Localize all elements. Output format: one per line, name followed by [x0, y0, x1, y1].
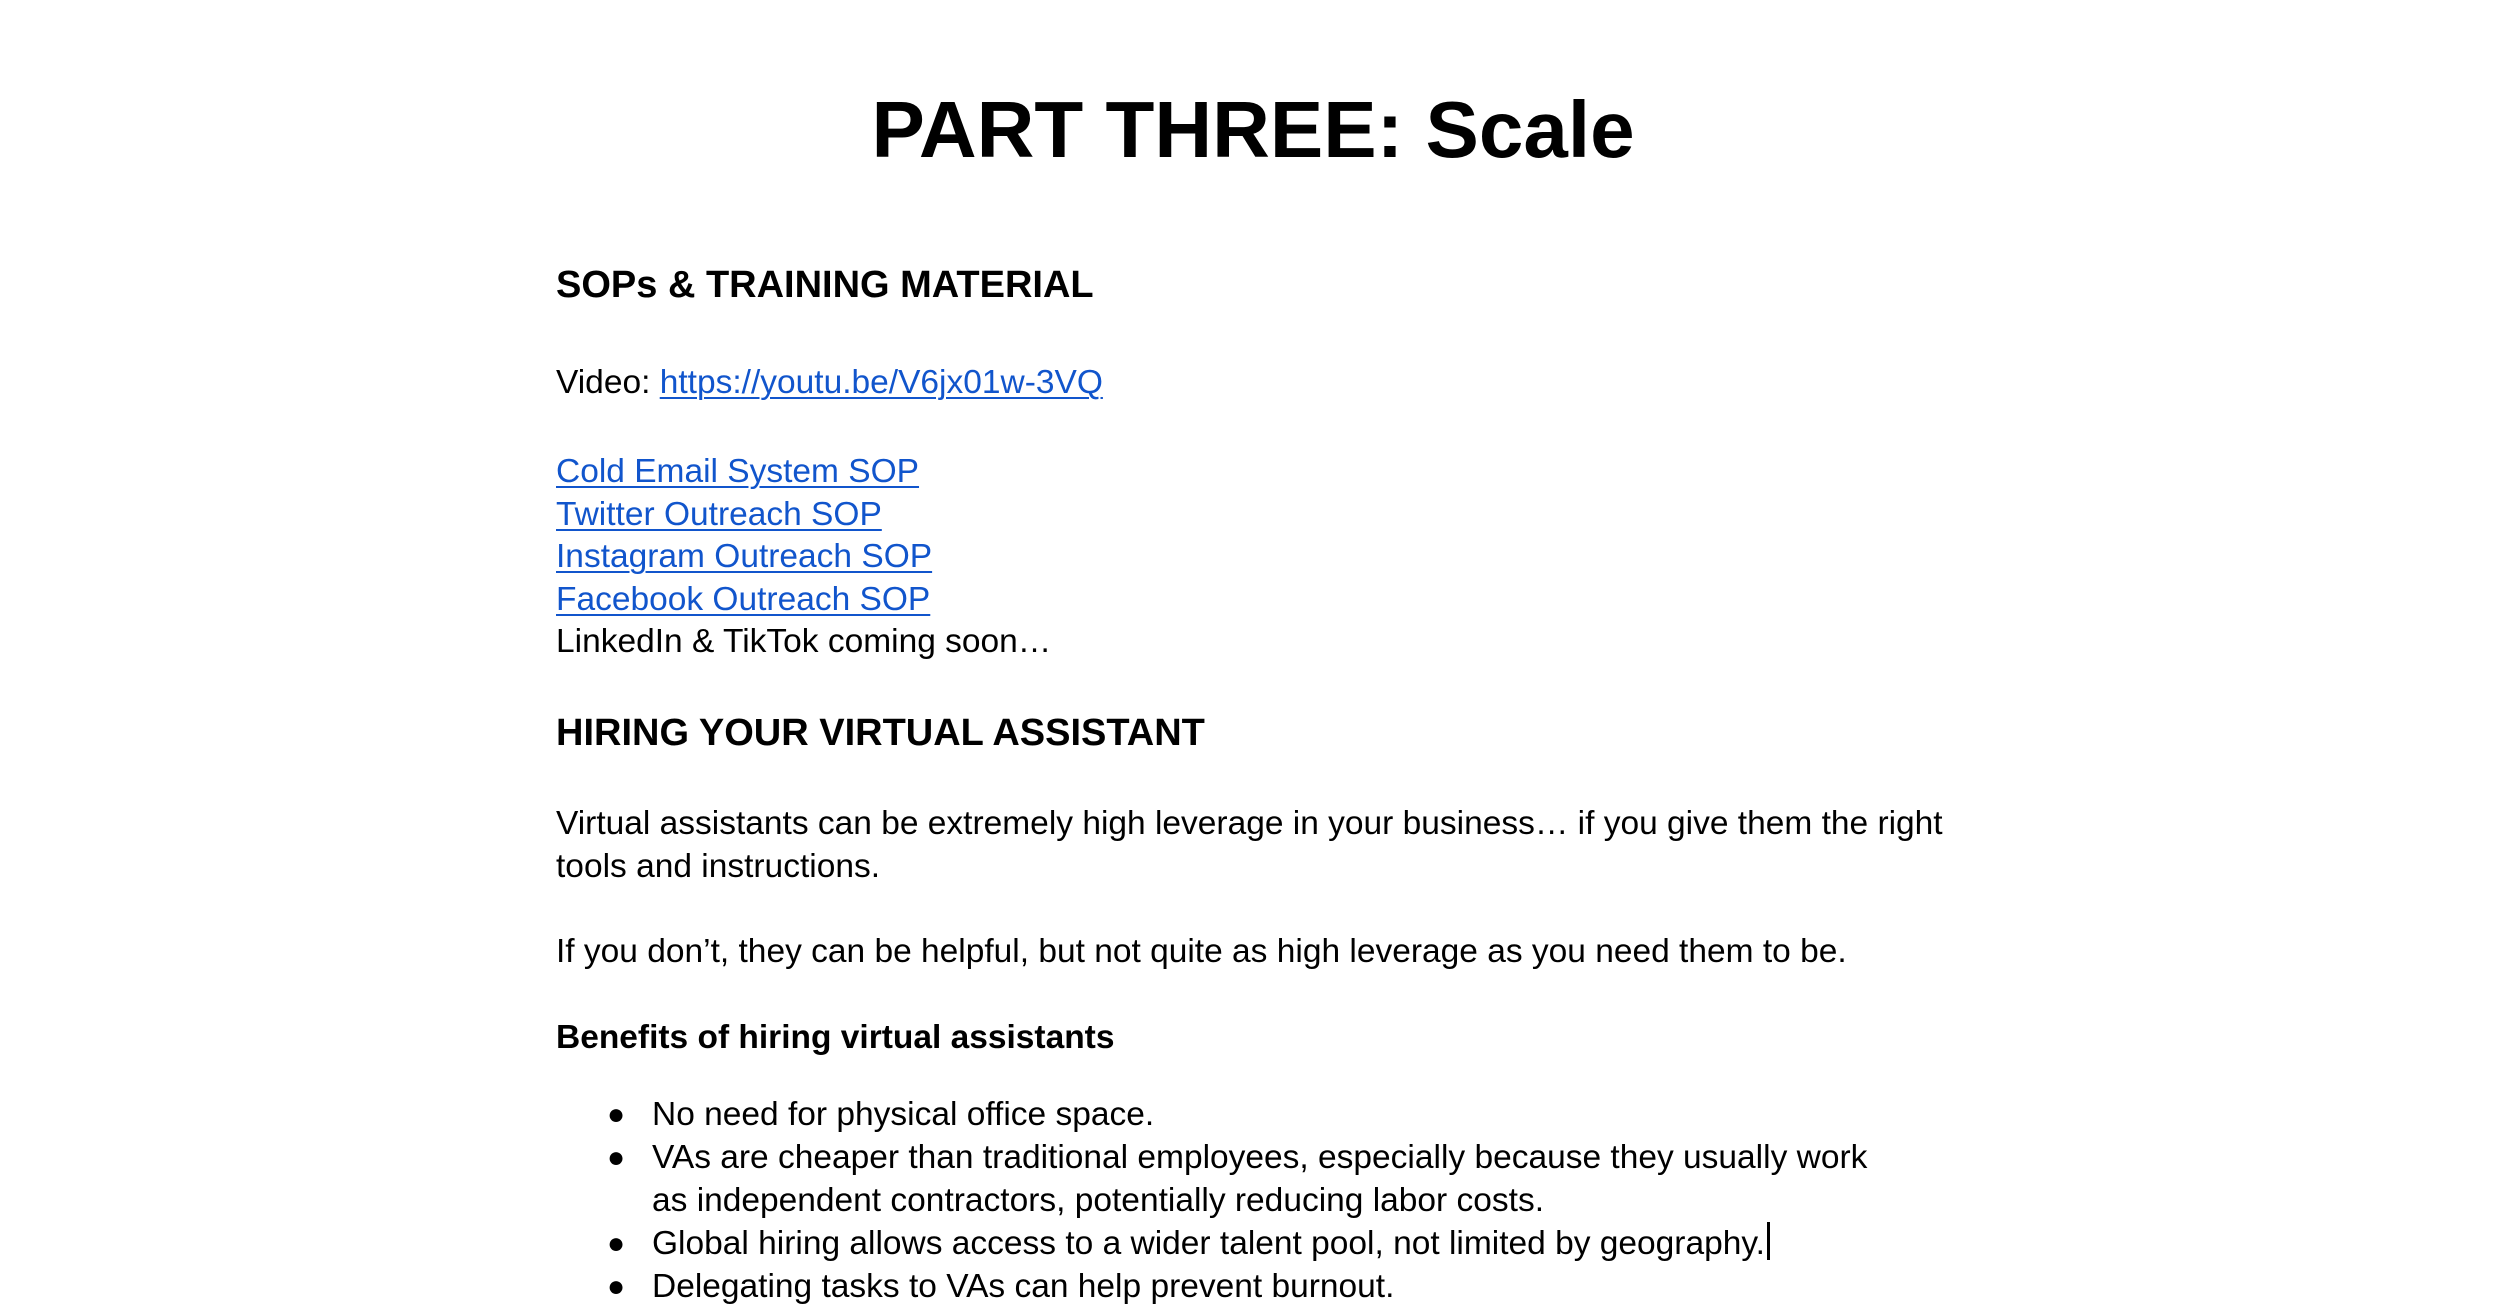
hiring-paragraph-2: If you don’t, they can be helpful, but not quite as high leverage as you need them to be.	[556, 933, 1847, 970]
bullet-icon: ●	[607, 1141, 626, 1174]
benefit-text: Global hiring allows access to a wider talent pool, not limited by geography.	[652, 1225, 1765, 1262]
video-line	[556, 361, 1956, 404]
list-item	[556, 1265, 1902, 1308]
cold-email-sop-link[interactable]: Cold Email System SOP	[556, 453, 920, 490]
coming-soon-text: LinkedIn & TikTok coming soon…	[556, 623, 1052, 660]
benefit-text: Delegating tasks to VAs can help prevent burnout.	[652, 1268, 1395, 1305]
benefits-heading: Benefits of hiring virtual assistants	[556, 1019, 1115, 1056]
list-item	[556, 1136, 1902, 1222]
text-cursor	[1767, 1222, 1770, 1260]
benefit-text: VAs are cheaper than traditional employees, especially because they usually work as independent contractors, potentially reducing labor costs.	[652, 1139, 1868, 1219]
benefit-text: No need for physical office space.	[652, 1096, 1155, 1133]
bullet-icon: ●	[607, 1270, 626, 1303]
sop-links-list	[556, 451, 1051, 664]
twitter-outreach-sop-link[interactable]: Twitter Outreach SOP	[556, 495, 882, 533]
list-item	[556, 1222, 1902, 1265]
benefits-list	[556, 1093, 1956, 1308]
instagram-outreach-sop-link[interactable]: Instagram Outreach SOP	[556, 538, 933, 575]
video-link[interactable]: https://youtu.be/V6jx01w-3VQ	[659, 364, 1103, 401]
bullet-icon: ●	[607, 1098, 626, 1131]
video-label: Video:	[556, 364, 651, 401]
bullet-icon: ●	[607, 1227, 626, 1260]
list-item	[556, 1093, 1902, 1136]
facebook-outreach-sop-link[interactable]: Facebook Outreach SOP	[556, 580, 931, 618]
section-heading-hiring: HIRING YOUR VIRTUAL ASSISTANT	[556, 712, 1205, 754]
hiring-paragraph-1: Virtual assistants can be extremely high leverage in your business… if you give them the right tools and instructions.	[556, 805, 1943, 885]
section-heading-sops: SOPs & TRAINING MATERIAL	[556, 264, 1094, 306]
document-title: PART THREE: Scale	[871, 85, 1635, 174]
